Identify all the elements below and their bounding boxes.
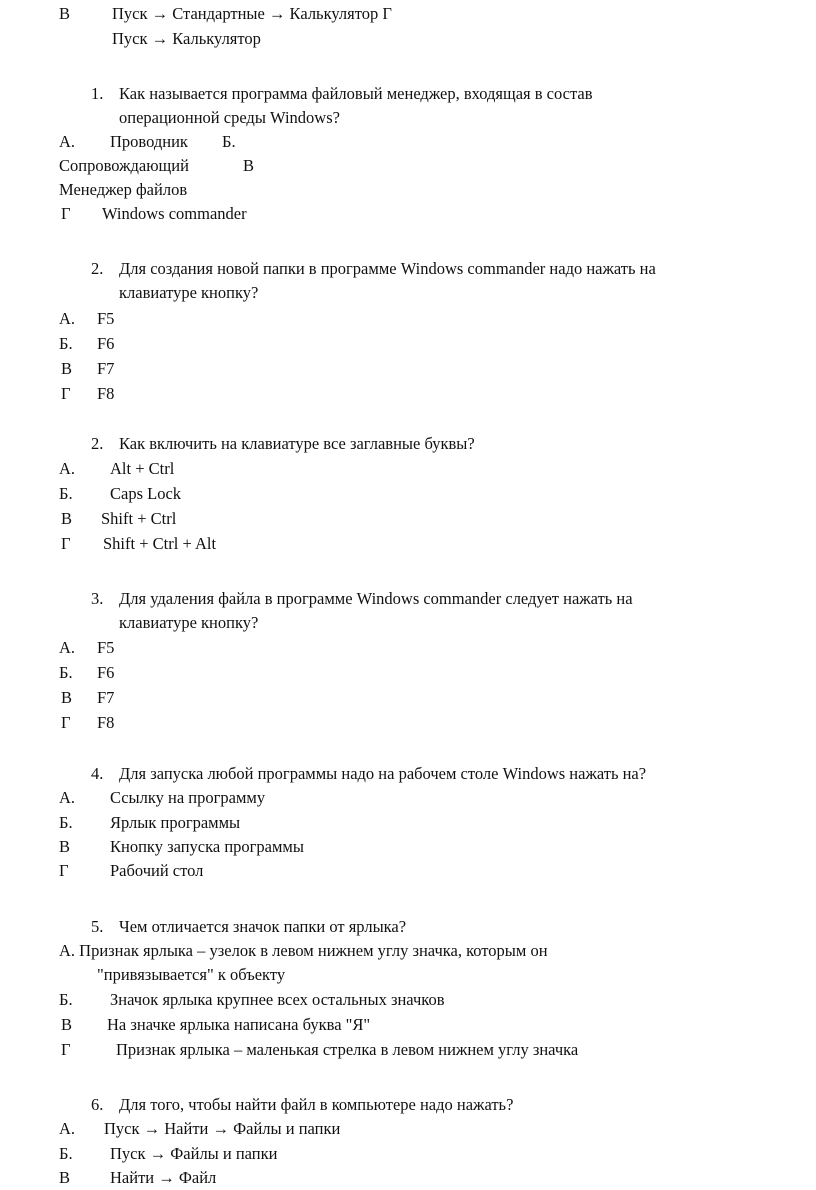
- option-text: Проводник: [110, 132, 188, 151]
- question-number: 2.: [91, 434, 104, 453]
- option-text: Сопровождающий: [59, 156, 189, 175]
- option-text: F5: [97, 309, 115, 328]
- question-text: Как включить на клавиатуре все заглавные буквы?: [119, 434, 475, 453]
- option-letter: Б.: [222, 132, 236, 151]
- option-letter: Г: [59, 861, 69, 880]
- option-text: Windows commander: [102, 204, 247, 223]
- option-text: Менеджер файлов: [59, 180, 188, 199]
- option-letter: А.: [59, 1119, 76, 1138]
- option-text: Найти → Файл: [110, 1168, 217, 1187]
- option-text: F8: [97, 713, 115, 732]
- option-letter: А.: [59, 788, 76, 807]
- option-text: Shift + Ctrl: [101, 509, 177, 528]
- option-letter: А.: [59, 638, 76, 657]
- option-letter: Б.: [59, 813, 73, 832]
- question-number: 3.: [91, 589, 104, 608]
- question-text: Чем отличается значок папки от ярлыка?: [119, 917, 407, 936]
- question-text: клавиатуре кнопку?: [119, 283, 259, 302]
- answer-text: Пуск → Стандартные → Калькулятор Г: [112, 4, 392, 23]
- option-text: F5: [97, 638, 115, 657]
- option-letter: В: [61, 509, 73, 528]
- question-number: 6.: [91, 1095, 104, 1114]
- option-text: F7: [97, 359, 115, 378]
- option-text: Пуск → Найти → Файлы и папки: [104, 1119, 341, 1138]
- option-letter: Г: [61, 1040, 71, 1059]
- option-text: "привязывается" к объекту: [97, 965, 286, 984]
- option-text: Пуск → Файлы и папки: [110, 1144, 278, 1163]
- option-letter: Б.: [59, 663, 73, 682]
- option-letter: В: [61, 688, 73, 707]
- option-text: На значке ярлыка написана буква "Я": [107, 1015, 371, 1034]
- option-text: F6: [97, 334, 115, 353]
- option-text: Alt + Ctrl: [110, 459, 175, 478]
- option-letter: В: [59, 837, 71, 856]
- option-text: F8: [97, 384, 115, 403]
- option-text: F7: [97, 688, 115, 707]
- option-text: Значок ярлыка крупнее всех остальных значков: [110, 990, 445, 1009]
- option-letter: Г: [61, 384, 71, 403]
- option-text: Признак ярлыка – маленькая стрелка в левом нижнем углу значка: [116, 1040, 579, 1059]
- option-letter: Б.: [59, 990, 73, 1009]
- option-text: Рабочий стол: [110, 861, 204, 880]
- option-letter: Б.: [59, 1144, 73, 1163]
- question-number: 4.: [91, 764, 104, 783]
- option-text: Ссылку на программу: [110, 788, 266, 807]
- question-number: 2.: [91, 259, 104, 278]
- option-text: Shift + Ctrl + Alt: [103, 534, 217, 553]
- option-letter: В: [243, 156, 255, 175]
- question-text: Для того, чтобы найти файл в компьютере надо нажать?: [119, 1095, 514, 1114]
- question-number: 1.: [91, 84, 104, 103]
- option-letter: В: [61, 1015, 73, 1034]
- question-text: Как называется программа файловый менеджер, входящая в состав: [119, 84, 593, 103]
- option-text: Кнопку запуска программы: [110, 837, 304, 856]
- option-letter: А.: [59, 459, 76, 478]
- option-letter: В: [59, 1168, 71, 1187]
- option-letter: Г: [61, 713, 71, 732]
- option-letter: Г: [61, 534, 71, 553]
- question-number: 5.: [91, 917, 104, 936]
- option-letter: В: [61, 359, 73, 378]
- option-text: Caps Lock: [110, 484, 182, 503]
- question-text: Для создания новой папки в программе Windows commander надо нажать на: [119, 259, 656, 278]
- option-letter: Б.: [59, 484, 73, 503]
- option-letter: Б.: [59, 334, 73, 353]
- question-text: Для удаления файла в программе Windows commander следует нажать на: [119, 589, 633, 608]
- option-letter: А.: [59, 309, 76, 328]
- question-text: клавиатуре кнопку?: [119, 613, 259, 632]
- question-text: Для запуска любой программы надо на рабочем столе Windows нажать на?: [119, 764, 647, 783]
- question-text: операционной среды Windows?: [119, 108, 340, 127]
- option-letter: Г: [61, 204, 71, 223]
- option-text: А. Признак ярлыка – узелок в левом нижнем углу значка, которым он: [59, 941, 548, 960]
- option-text: F6: [97, 663, 115, 682]
- answer-letter: В: [59, 4, 71, 23]
- answer-text: Пуск → Калькулятор: [112, 29, 261, 48]
- option-letter: А.: [59, 132, 76, 151]
- option-text: Ярлык программы: [110, 813, 241, 832]
